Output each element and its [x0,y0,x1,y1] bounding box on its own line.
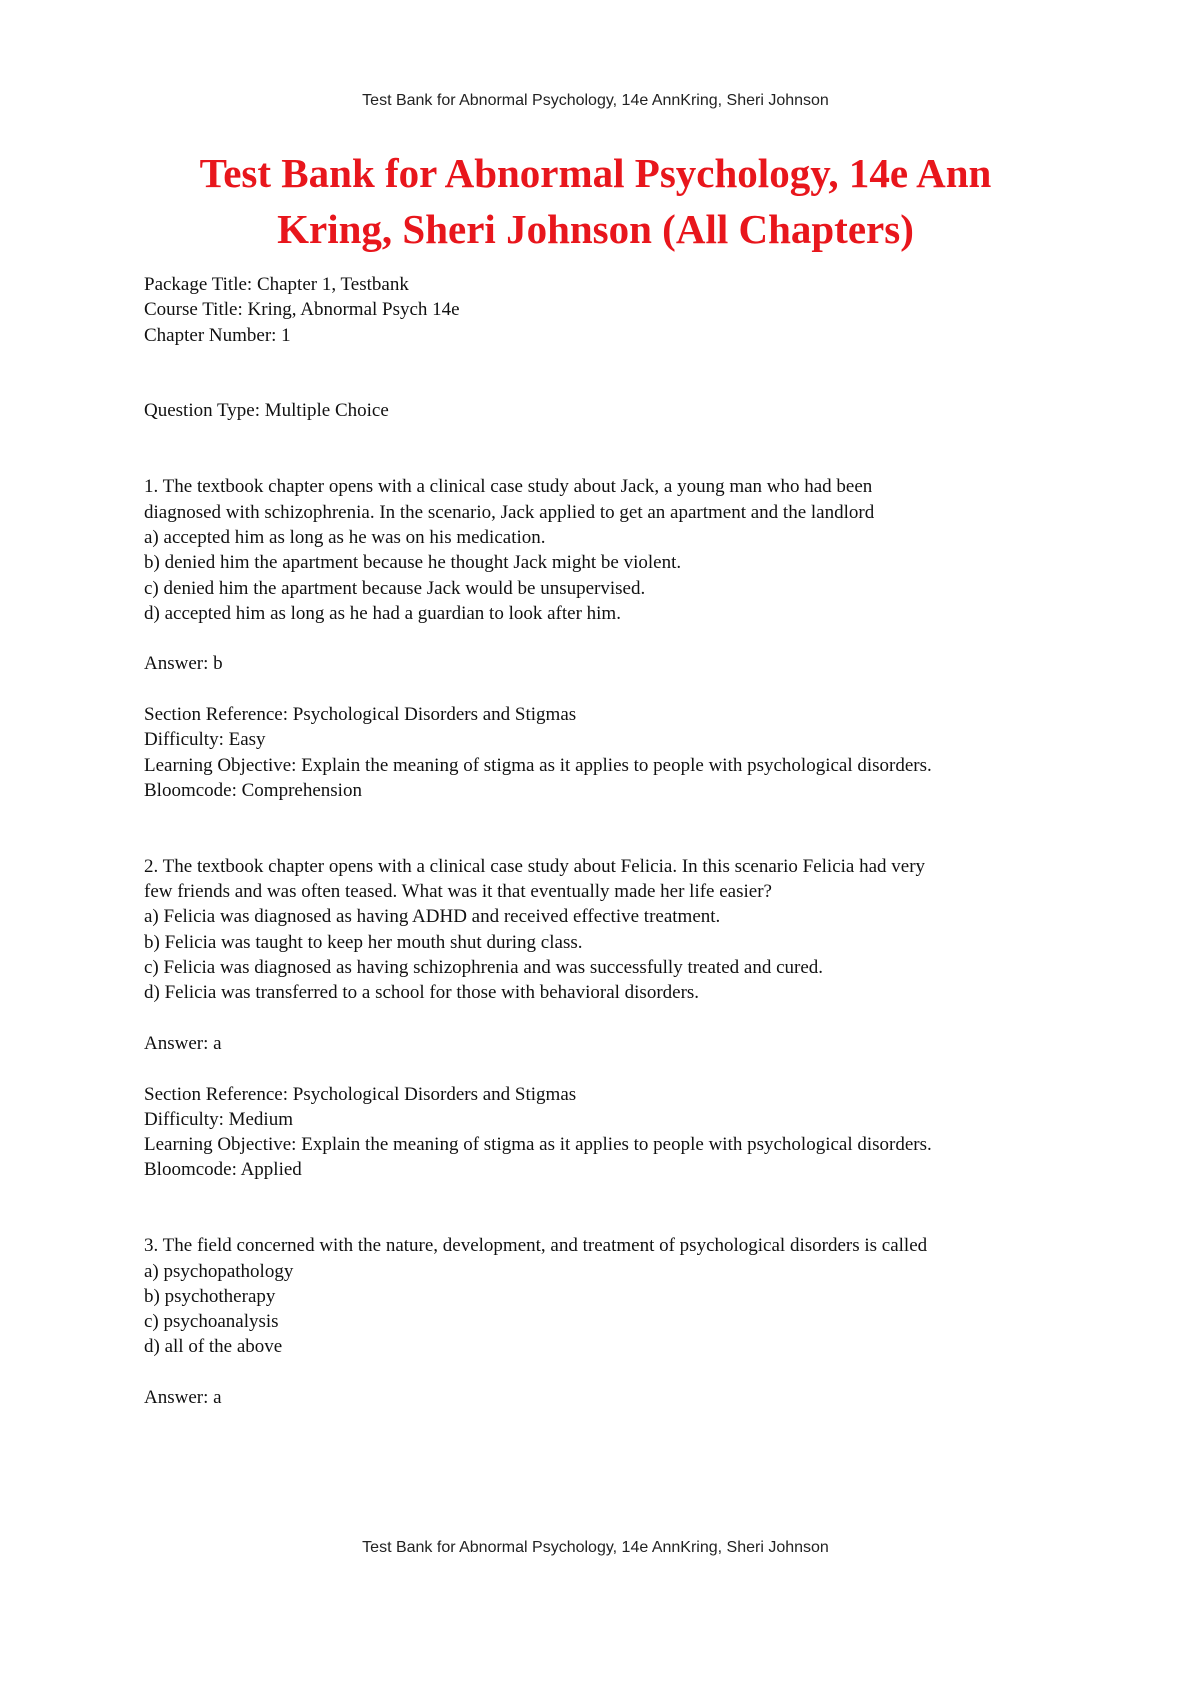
difficulty: Difficulty: Easy [144,729,266,751]
package-title: Package Title: Chapter 1, Testbank [144,274,409,295]
running-footer: Test Bank for Abnormal Psychology, 14e AnnKring, Sheri Johnson [362,1539,829,1556]
learning-objective: Learning Objective: Explain the meaning of stigma as it applies to people with psychological disorders. [144,1134,932,1156]
answer-option: c) Felicia was diagnosed as having schizophrenia and was successfully treated and cured. [144,957,824,979]
difficulty: Difficulty: Medium [144,1108,293,1130]
answer-key: Answer: a [144,1387,222,1409]
document-title-line-2: Kring, Sheri Johnson (All Chapters) [277,206,914,252]
question-1 [144,474,1084,803]
document-title-line-1: Test Bank for Abnormal Psychology, 14e Ann [199,150,992,196]
answer-option: b) denied him the apartment because he thought Jack might be violent. [144,552,682,574]
course-title: Course Title: Kring, Abnormal Psych 14e [144,299,460,321]
answer-option: c) psychoanalysis [144,1311,279,1333]
answer-option: c) denied him the apartment because Jack would be unsupervised. [144,577,646,599]
question-3 [144,1233,1084,1410]
answer-option: b) Felicia was taught to keep her mouth shut during class. [144,931,583,953]
section-reference: Section Reference: Psychological Disorders and Stigmas [144,1083,577,1105]
chapter-number: Chapter Number: 1 [144,324,291,346]
section-reference: Section Reference: Psychological Disorders and Stigmas [144,704,577,726]
answer-option: d) Felicia was transferred to a school for those with behavioral disorders. [144,982,700,1004]
answer-key: Answer: b [144,653,223,675]
answer-option: b) psychotherapy [144,1285,276,1307]
answer-option: d) all of the above [144,1336,283,1358]
learning-objective: Learning Objective: Explain the meaning of stigma as it applies to people with psychological disorders. [144,754,932,776]
question-stem-line: 2. The textbook chapter opens with a clinical case study about Felicia. In this scenario Felicia had very [144,855,926,877]
question-stem-line: 1. The textbook chapter opens with a clinical case study about Jack, a young man who had been [144,476,873,498]
document-title [120,145,1071,257]
answer-option: a) accepted him as long as he was on his medication. [144,526,546,548]
question-2 [144,854,1084,1183]
answer-key: Answer: a [144,1032,222,1054]
question-stem-line: 3. The field concerned with the nature, development, and treatment of psychological disorders is called [144,1235,928,1257]
bloomcode: Bloomcode: Comprehension [144,779,362,801]
question-type: Question Type: Multiple Choice [144,400,389,422]
document-body [144,272,1084,1410]
answer-option: a) psychopathology [144,1260,294,1282]
bloomcode: Bloomcode: Applied [144,1159,302,1181]
question-stem-line: diagnosed with schizophrenia. In the scenario, Jack applied to get an apartment and the landlord [144,501,875,523]
answer-option: d) accepted him as long as he had a guardian to look after him. [144,602,621,624]
question-stem-line: few friends and was often teased. What was it that eventually made her life easier? [144,881,772,903]
answer-option: a) Felicia was diagnosed as having ADHD and received effective treatment. [144,906,721,928]
running-header: Test Bank for Abnormal Psychology, 14e AnnKring, Sheri Johnson [362,92,829,109]
